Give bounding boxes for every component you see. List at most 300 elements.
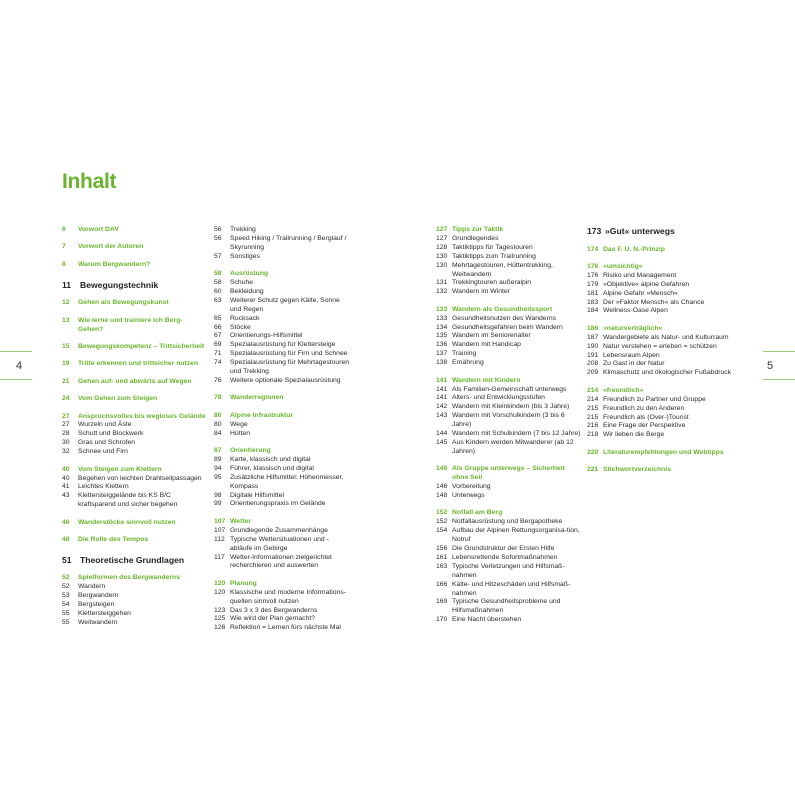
toc-page-number: 95	[214, 473, 222, 481]
toc-section[interactable]	[62, 299, 207, 308]
toc-section[interactable]	[436, 509, 581, 518]
toc-title: Führer, klassisch und digital	[230, 464, 314, 472]
toc-section[interactable]	[214, 518, 349, 527]
toc-title: Wurzeln und Äste	[78, 421, 132, 429]
toc-section[interactable]	[62, 360, 207, 369]
toc-title: Weitwandern	[78, 618, 118, 626]
toc-title: Wandern mit Kleinkindern (bis 3 Jahre)	[452, 403, 570, 411]
toc-title: Schuhe	[230, 279, 254, 287]
toc-entry[interactable]	[436, 324, 581, 333]
toc-section[interactable]	[587, 325, 737, 334]
spacer	[62, 291, 207, 300]
toc-page-number: 146	[436, 483, 448, 491]
toc-title: Mehrtagestouren, Hüttentrekking, Weitwandern	[452, 261, 553, 278]
toc-title: Freundlich als (Over-)Tourist	[603, 413, 689, 421]
toc-entry[interactable]	[587, 414, 737, 423]
toc-page-number: 142	[436, 403, 448, 411]
toc-entry[interactable]	[214, 474, 349, 492]
toc-entry[interactable]	[587, 281, 737, 290]
spacer	[62, 387, 207, 396]
toc-title: Wellness-Oase Alpen	[603, 307, 668, 315]
toc-page-number: 32	[62, 448, 70, 456]
toc-page-number: 190	[587, 342, 599, 350]
toc-page-number: 187	[587, 333, 599, 341]
toc-page-number: 141	[436, 385, 448, 393]
toc-entry[interactable]	[62, 610, 207, 619]
toc-title: Gehen als Bewegungskunst	[78, 299, 169, 307]
toc-entry[interactable]	[436, 253, 581, 262]
toc-page-number: 57	[214, 252, 222, 260]
toc-title: Bewegungstechnik	[80, 279, 159, 290]
toc-title: Digitale Hilfsmittel	[230, 491, 285, 499]
toc-page-number: 30	[62, 439, 70, 447]
toc-entry[interactable]	[214, 377, 349, 386]
toc-title: Speed Hiking / Trailrunning / Berglauf / Skyrunning	[230, 234, 347, 251]
toc-title: Unterwegs	[452, 491, 485, 499]
toc-title: Trekkingtouren außeralpin	[452, 279, 532, 287]
toc-title: »naturverträglich«	[603, 324, 663, 332]
toc-title: Wetter-Informationen zielgerichtet recherchieren und auswerten	[230, 553, 332, 570]
toc-page-number: 107	[214, 526, 226, 534]
toc-column-2	[214, 226, 349, 633]
toc-entry[interactable]	[62, 448, 207, 457]
toc-title: Zusätzliche Hilfsmittel: Höhenmesser, Kompass	[230, 473, 344, 490]
toc-page-number: 27	[62, 421, 70, 429]
toc-title: Tritte erkennen und trittsicher nutzen	[78, 360, 199, 368]
toc-title: Anspruchsvolles bis wegloses Gelände	[78, 412, 206, 420]
toc-page-number: 125	[214, 615, 226, 623]
toc-page-number: 133	[436, 314, 448, 322]
page-divider-left	[0, 351, 32, 352]
toc-page-number: 58	[214, 270, 222, 278]
toc-entry[interactable]	[214, 465, 349, 474]
toc-title: Kälte- und Hitzeschäden und Hilfsmaß-nahmen	[452, 580, 571, 597]
toc-section[interactable]	[62, 536, 207, 545]
toc-title: Orientierungspraxis im Gelände	[230, 500, 326, 508]
toc-entry[interactable]	[436, 350, 581, 359]
toc-entry[interactable]	[214, 554, 349, 572]
toc-title: Taktiktipps für Tagestouren	[452, 243, 533, 251]
toc-section[interactable]	[214, 394, 349, 403]
toc-section[interactable]	[587, 466, 737, 475]
spacer	[62, 510, 207, 519]
spacer	[214, 571, 349, 580]
toc-title: Bekleidung	[230, 287, 264, 295]
toc-page-number: 94	[214, 464, 222, 472]
toc-title: Vorwort DAV	[78, 226, 119, 233]
toc-section[interactable]	[62, 343, 207, 352]
toc-entry[interactable]	[214, 456, 349, 465]
toc-title: Karte, klassisch und digital	[230, 455, 311, 463]
toc-title: Aufbau der Alpinen Rettungsorganisa-tion, Notruf	[452, 527, 580, 544]
spacer	[62, 334, 207, 343]
toc-entry[interactable]	[587, 334, 737, 343]
toc-page-number: 127	[436, 226, 448, 233]
toc-entry[interactable]	[436, 598, 581, 616]
toc-page-number: 12	[62, 299, 70, 307]
toc-section[interactable]	[62, 317, 207, 335]
toc-entry[interactable]	[436, 341, 581, 350]
toc-entry[interactable]	[214, 430, 349, 439]
toc-title: Wandern	[78, 583, 106, 591]
toc-page-number: 127	[436, 234, 448, 242]
toc-page-number: 53	[62, 592, 70, 600]
toc-page-number: 183	[587, 298, 599, 306]
page-number-left: 4	[16, 360, 23, 372]
toc-title: Das 3 x 3 des Bergwanderns	[230, 606, 318, 614]
toc-title: Klimaschutz und ökologischer Fußabdruck	[603, 369, 732, 377]
toc-entry[interactable]	[436, 439, 581, 457]
toc-page-number: 51	[62, 554, 72, 565]
spacer	[214, 386, 349, 395]
page-number-right: 5	[767, 360, 774, 372]
toc-entry[interactable]	[214, 500, 349, 509]
toc-section[interactable]	[587, 263, 737, 272]
toc-page-number: 184	[587, 307, 599, 315]
toc-entry[interactable]	[214, 332, 349, 341]
toc-title: Wege	[230, 420, 248, 428]
spacer	[587, 237, 737, 246]
toc-entry[interactable]	[436, 262, 581, 280]
toc-title: Planung	[230, 579, 257, 587]
toc-entry[interactable]	[214, 359, 349, 377]
toc-title: Aus Kindern werden Mitwanderer (ab 12 Jahren)	[452, 438, 574, 455]
toc-page-number: 8	[62, 260, 66, 268]
toc-page-number: 186	[587, 324, 599, 332]
toc-page-number: 80	[214, 420, 222, 428]
spacer	[587, 440, 737, 449]
toc-entry[interactable]	[214, 421, 349, 430]
spacer	[62, 270, 207, 280]
toc-page-number: 84	[214, 429, 222, 437]
toc-column-3	[436, 226, 581, 625]
toc-title: Klettersteiggelände bis KS B/C kraftsparend und sicher begehen	[78, 492, 178, 509]
toc-page-number: 128	[436, 243, 448, 251]
toc-entry[interactable]	[214, 297, 349, 315]
toc-entry[interactable]	[214, 536, 349, 554]
spacer	[62, 566, 207, 575]
toc-page-number: 66	[214, 323, 222, 331]
spacer	[587, 458, 737, 467]
toc-entry[interactable]	[436, 359, 581, 368]
toc-title: Stöcke	[230, 323, 251, 331]
toc-title: Grundlegendes	[452, 234, 499, 242]
toc-page-number: 98	[214, 491, 222, 499]
toc-page-number: 220	[587, 448, 599, 456]
toc-chapter[interactable]	[62, 280, 207, 291]
toc-title: Wie lerne und trainiere ich Berg-Gehen?	[78, 316, 183, 333]
toc-page-number: 135	[436, 332, 448, 340]
spacer	[214, 439, 349, 448]
toc-entry[interactable]	[214, 341, 349, 350]
toc-entry[interactable]	[436, 394, 581, 403]
toc-title: Wandern mit Handicap	[452, 341, 521, 349]
toc-entry[interactable]	[587, 360, 737, 369]
toc-entry[interactable]	[587, 396, 737, 405]
toc-page-number: 130	[436, 252, 448, 260]
toc-entry[interactable]	[436, 332, 581, 341]
toc-entry[interactable]	[62, 592, 207, 601]
toc-title: Schnee und Firn	[78, 448, 128, 456]
toc-entry[interactable]	[436, 244, 581, 253]
toc-title: Klassische und moderne Informations-quellen sinnvoll nutzen	[230, 588, 346, 605]
toc-section[interactable]	[436, 226, 581, 235]
toc-entry[interactable]	[587, 352, 737, 361]
toc-page-number: 152	[436, 509, 448, 517]
toc-title: Notfallausrüstung und Bergapotheke	[452, 518, 563, 526]
toc-page-number: 166	[436, 580, 448, 588]
toc-section[interactable]	[62, 574, 207, 583]
toc-entry[interactable]	[62, 421, 207, 430]
spacer	[436, 501, 581, 510]
toc-page-number: 54	[62, 601, 70, 609]
toc-entry[interactable]	[436, 581, 581, 599]
toc-entry[interactable]	[436, 483, 581, 492]
toc-title: Stichwortverzeichnis	[603, 466, 671, 474]
toc-entry[interactable]	[587, 272, 737, 281]
toc-entry[interactable]	[214, 315, 349, 324]
toc-chapter[interactable]	[587, 226, 737, 237]
toc-page-number: 143	[436, 412, 448, 420]
toc-entry[interactable]	[214, 226, 349, 235]
toc-title: Orientierungs-Hilfsmittel	[230, 332, 303, 340]
toc-page-number: 52	[62, 574, 70, 582]
toc-page-number: 215	[587, 413, 599, 421]
toc-section[interactable]	[62, 395, 207, 404]
toc-entry[interactable]	[62, 492, 207, 510]
toc-title: Klettersteiggehen	[78, 610, 131, 618]
spacer	[62, 545, 207, 555]
toc-entry[interactable]	[436, 563, 581, 581]
toc-page-number: 58	[214, 279, 222, 287]
toc-title: Vom Steigen zum Klettern	[78, 465, 162, 473]
toc-entry[interactable]	[436, 554, 581, 563]
toc-page-number: 176	[587, 262, 599, 270]
toc-page-number: 137	[436, 350, 448, 358]
toc-page-number: 74	[214, 359, 222, 367]
toc-entry[interactable]	[214, 607, 349, 616]
toc-title: »freundlich«	[603, 386, 644, 394]
toc-section[interactable]	[436, 306, 581, 315]
toc-entry[interactable]	[436, 403, 581, 412]
toc-entry[interactable]	[214, 492, 349, 501]
toc-title: Reflektion = Lernen fürs nächste Mal	[230, 624, 341, 632]
toc-entry[interactable]	[436, 288, 581, 297]
toc-title: Gesundheitsgefahren beim Wandern	[452, 323, 563, 331]
toc-page-number: 11	[62, 279, 72, 290]
spacer	[62, 528, 207, 537]
toc-title: Trekking	[230, 226, 256, 233]
toc-entry[interactable]	[587, 299, 737, 308]
toc-title: Vom Gehen zum Steigen	[78, 395, 158, 403]
toc-section[interactable]	[62, 519, 207, 528]
toc-title: Alters- und Entwicklungsstufen	[452, 394, 545, 402]
toc-title: Die Grundstruktur der Ersten Hilfe	[452, 545, 555, 552]
toc-title: Sonstiges	[230, 252, 260, 260]
toc-section[interactable]	[62, 243, 207, 252]
toc-title: Lebensrettende Sofortmaßnahmen	[452, 553, 558, 561]
toc-title: Zu Gast in der Natur	[603, 360, 665, 368]
toc-page-number: 89	[214, 455, 222, 463]
toc-entry[interactable]	[214, 235, 349, 253]
toc-title: Warum Bergwandern?	[78, 260, 151, 268]
toc-page-number: 209	[587, 369, 599, 377]
toc-page-number: 136	[436, 341, 448, 349]
toc-entry[interactable]	[214, 589, 349, 607]
toc-entry[interactable]	[62, 619, 207, 628]
toc-title: Bergwandern	[78, 592, 119, 600]
toc-section[interactable]	[214, 580, 349, 589]
toc-title: Natur verstehen = erleben = schützen	[603, 342, 717, 350]
toc-entry[interactable]	[436, 412, 581, 430]
toc-entry[interactable]	[587, 422, 737, 431]
toc-page-number: 40	[62, 465, 70, 473]
toc-page-number: 216	[587, 422, 599, 430]
toc-entry[interactable]	[214, 527, 349, 536]
toc-section[interactable]	[436, 377, 581, 386]
toc-section[interactable]	[214, 447, 349, 456]
toc-entry[interactable]	[587, 343, 737, 352]
toc-title: Der »Faktor Mensch« als Chance	[603, 298, 705, 306]
spacer	[62, 404, 207, 413]
toc-entry[interactable]	[587, 290, 737, 299]
toc-title: Die Rolle des Tempos	[78, 536, 149, 544]
toc-title: Ernährung	[452, 359, 484, 367]
spacer	[587, 378, 737, 387]
toc-page-number: 55	[62, 618, 70, 626]
toc-title: Taktiktipps zum Trailrunning	[452, 252, 536, 260]
toc-entry[interactable]	[214, 624, 349, 633]
toc-title: Spielformen des Bergwanderns	[78, 574, 180, 582]
toc-section[interactable]	[62, 466, 207, 475]
toc-title: Wetter	[230, 517, 252, 525]
toc-chapter[interactable]	[62, 555, 207, 566]
toc-entry[interactable]	[436, 527, 581, 545]
toc-title: Weitere optionale Spezialausrüstung	[230, 377, 341, 384]
toc-title: Bewegungskompetenz – Trittsicherheit	[78, 342, 205, 350]
toc-entry[interactable]	[214, 288, 349, 297]
toc-section[interactable]	[587, 246, 737, 255]
toc-title: Eine Nacht überstehen	[452, 616, 522, 624]
toc-section[interactable]	[62, 261, 207, 270]
toc-title: Wandergebiete als Natur- und Kulturraum	[603, 333, 729, 341]
spacer	[62, 235, 207, 244]
toc-section[interactable]	[436, 465, 581, 483]
spacer	[587, 254, 737, 263]
toc-title: Typische Wettersituationen und -abläufe im Gebirge	[230, 535, 329, 552]
toc-title: Wanderstöcke sinnvoll nutzen	[78, 518, 176, 526]
toc-title: Typische Verletzungen und Hilfsmaß-nahmen	[452, 562, 565, 579]
toc-entry[interactable]	[436, 518, 581, 527]
toc-page-number: 154	[436, 527, 448, 535]
toc-entry[interactable]	[587, 431, 737, 440]
toc-entry[interactable]	[436, 279, 581, 288]
toc-page-number: 214	[587, 395, 599, 403]
toc-page-number: 176	[587, 271, 599, 279]
toc-title: Wandern im Seniorenalter	[452, 332, 531, 340]
toc-page-number: 69	[214, 341, 222, 349]
toc-page-number: 87	[214, 447, 222, 455]
toc-title: Als Familien-Gemeinschaft unterwegs	[452, 385, 567, 393]
toc-entry[interactable]	[214, 279, 349, 288]
page-divider-left-bottom	[0, 379, 32, 380]
toc-title: Tipps zur Taktik	[452, 226, 504, 233]
toc-page-number: 161	[436, 553, 448, 561]
toc-section[interactable]	[214, 270, 349, 279]
toc-entry[interactable]	[436, 545, 581, 554]
toc-page-number: 179	[587, 280, 599, 288]
toc-page-number: 76	[214, 377, 222, 384]
toc-page-number: 191	[587, 351, 599, 359]
toc-entry[interactable]	[214, 253, 349, 262]
toc-title: Ausrüstung	[230, 270, 269, 278]
toc-entry[interactable]	[436, 315, 581, 324]
toc-entry[interactable]	[214, 615, 349, 624]
toc-title: Orientierung	[230, 447, 271, 455]
toc-page-number: 120	[214, 588, 226, 596]
toc-column-4	[587, 226, 737, 475]
toc-entry[interactable]	[436, 492, 581, 501]
toc-page-number: 46	[62, 518, 70, 526]
toc-entry[interactable]	[62, 439, 207, 448]
toc-section[interactable]	[587, 387, 737, 396]
toc-page-number: 131	[436, 279, 448, 287]
toc-page-number: 13	[62, 316, 70, 324]
toc-title: Weiterer Schutz gegen Kälte, Sonne und Regen	[230, 296, 340, 313]
toc-entry[interactable]	[587, 369, 737, 378]
toc-entry[interactable]	[587, 307, 737, 316]
toc-page-number: 67	[214, 332, 222, 340]
toc-title: Freundlich zu den Anderen	[603, 404, 685, 412]
toc-page-number: 52	[62, 583, 70, 591]
toc-title: Risiko und Management	[603, 271, 677, 279]
toc-entry[interactable]	[436, 235, 581, 244]
toc-entry[interactable]	[587, 405, 737, 414]
toc-page-number: 208	[587, 360, 599, 368]
toc-title: Vorbereitung	[452, 483, 491, 491]
toc-entry[interactable]	[214, 350, 349, 359]
toc-section[interactable]	[214, 412, 349, 421]
toc-page-number: 6	[62, 226, 66, 233]
toc-entry[interactable]	[62, 430, 207, 439]
toc-title: Freundlich zu Partner und Gruppe	[603, 395, 706, 403]
toc-entry[interactable]	[214, 324, 349, 333]
spacer	[62, 369, 207, 378]
toc-title: »umsichtig«	[603, 262, 643, 270]
toc-entry[interactable]	[436, 386, 581, 395]
toc-page-number: 144	[436, 430, 448, 438]
toc-entry[interactable]	[62, 601, 207, 610]
toc-page-number: 7	[62, 243, 66, 251]
toc-page-number: 148	[436, 491, 448, 499]
toc-title: Gesundheitsnutzen des Wanderns	[452, 314, 557, 322]
toc-title: »Gut« unterwegs	[605, 226, 675, 236]
toc-title: Spezialausrüstung für Mehrtagestouren und Trekking	[230, 359, 350, 376]
toc-title: Wir lieben die Berge	[603, 431, 665, 439]
toc-entry[interactable]	[436, 616, 581, 625]
toc-entry[interactable]	[62, 475, 207, 484]
toc-entry[interactable]	[436, 430, 581, 439]
toc-section[interactable]	[587, 449, 737, 458]
toc-page-number: 141	[436, 376, 448, 384]
toc-section[interactable]	[62, 378, 207, 387]
toc-entry[interactable]	[62, 583, 207, 592]
toc-page-number: 56	[214, 234, 222, 242]
toc-section[interactable]	[62, 226, 207, 235]
toc-page-number: 48	[62, 536, 70, 544]
toc-entry[interactable]	[62, 483, 207, 492]
toc-page-number: 65	[214, 314, 222, 322]
